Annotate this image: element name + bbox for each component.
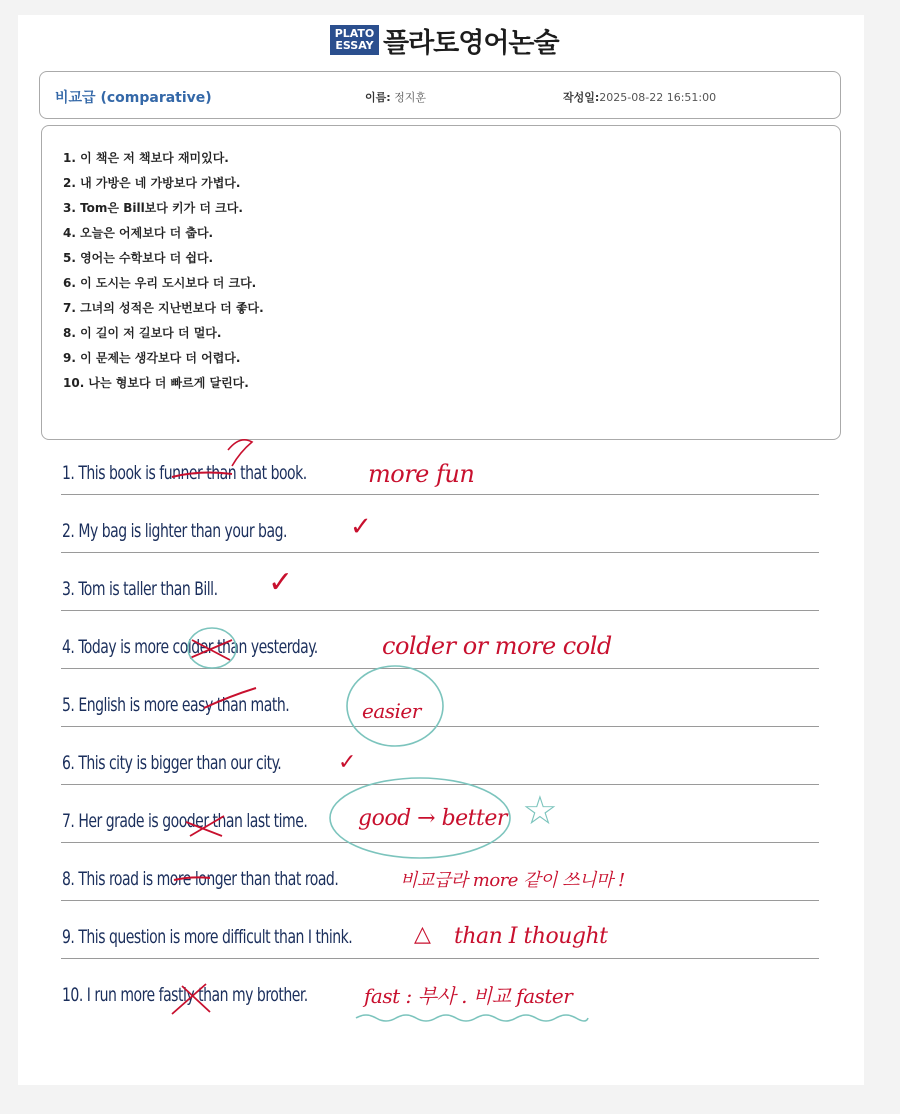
check-mark: ✓ [268,565,294,600]
strike-more [174,877,210,880]
name-label: 이름: [365,91,391,104]
worksheet-title: 비교급 (comparative) [55,90,212,106]
answer-line-text: 4. Today is more colder than yesterday. [62,636,318,658]
correction-4: colder or more cold [382,632,612,660]
triangle-mark: △ [414,922,431,947]
answer-line-text: 7. Her grade is gooder than last time. [62,810,308,832]
brand-name: 플라토영어논술 [383,27,559,59]
question-item: 2. 내 가방은 네 가방보다 가볍다. [63,176,241,190]
question-item: 9. 이 문제는 생각보다 더 어렵다. [63,351,241,365]
question-item: 1. 이 책은 저 책보다 재미있다. [63,151,229,165]
strike-funner [172,473,232,477]
correction-10: fast : 부사 . 비교 faster [364,984,573,1008]
strike-fastly [172,984,210,1014]
question-item: 5. 영어는 수학보다 더 쉽다. [63,251,214,265]
check-mark: ✓ [350,512,372,542]
correction-1: more fun [368,460,475,488]
answer-line-text: 3. Tom is taller than Bill. [62,578,218,600]
question-item: 8. 이 길이 저 길보다 더 멀다. [63,326,222,340]
date-label: 작성일: [563,91,600,104]
question-item: 3. Tom은 Bill보다 키가 더 크다. [63,201,243,215]
logo-bottom-text: ESSAY [335,39,374,52]
wavy-underline [356,1015,588,1021]
answer-line-text: 5. English is more easy than math. [62,694,290,716]
date-value: 2025-08-22 16:51:00 [599,91,717,104]
correction-9: than I thought [454,924,608,949]
name-value: 정지훈 [394,91,427,104]
correction-7: good → better [358,806,507,831]
question-item: 10. 나는 형보다 더 빠르게 달린다. [63,376,249,390]
check-mark: ✓ [338,750,357,775]
question-item: 4. 오늘은 어제보다 더 춥다. [63,226,214,240]
correction-5: easier [362,699,421,723]
correction-8: 비교급라 more 같이 쓰니마 ! [400,870,625,891]
answer-line-text: 6. This city is bigger than our city. [62,752,282,774]
circle-easier [347,666,443,746]
answer-line-text: 1. This book is funner than that book. [62,462,307,484]
answer-line-text: 2. My bag is lighter than your bag. [62,520,287,542]
answer-line-text: 10. I run more fastly than my brother. [62,984,308,1006]
strike-easy [204,688,256,708]
question-item: 7. 그녀의 성적은 지난번보다 더 좋다. [63,301,264,315]
answer-line-text: 8. This road is more longer than that road. [62,868,339,890]
strike-colder [190,640,232,660]
caret-mark [228,440,252,466]
star-icon: ☆ [522,788,558,834]
question-item: 6. 이 도시는 우리 도시보다 더 크다. [63,276,257,290]
logo-top-text: PLATO [334,27,375,40]
circle-better [330,778,510,858]
answer-line-text: 9. This question is more difficult than I think. [62,926,353,948]
strike-gooder [186,816,224,836]
